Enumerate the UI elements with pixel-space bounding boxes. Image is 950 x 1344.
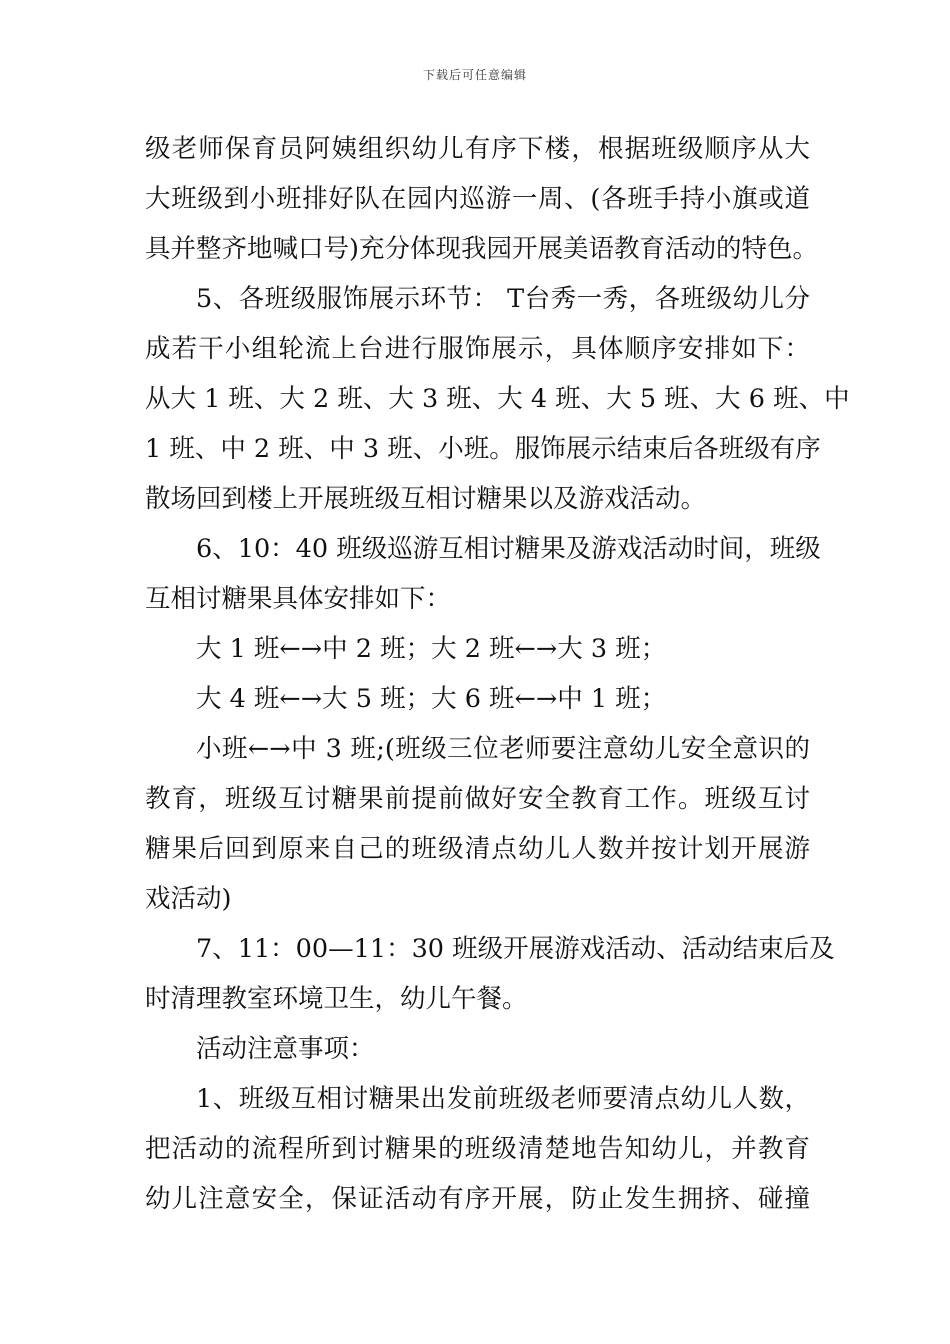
text-line: 戏活动) <box>145 884 232 914</box>
text-line: 教育，班级互讨糖果前提前做好安全教育工作。班级互讨 <box>145 784 810 814</box>
text-line: 互相讨糖果具体安排如下： <box>145 584 452 614</box>
text-line: 从大 1 班、大 2 班、大 3 班、大 4 班、大 5 班、大 6 班、中 <box>145 384 850 414</box>
document-body <box>145 124 850 1224</box>
text-line: 把活动的流程所到讨糖果的班级清楚地告知幼儿，并教育 <box>145 1134 810 1164</box>
page-header: 下载后可任意编辑 <box>422 68 527 82</box>
text-line: 成若干小组轮流上台进行服饰展示，具体顺序安排如下： <box>145 334 810 364</box>
text-line: 1 班、中 2 班、中 3 班、小班。服饰展示结束后各班级有序 <box>145 434 821 464</box>
text-line: 幼儿注意安全，保证活动有序开展，防止发生拥挤、碰撞 <box>145 1184 810 1214</box>
text-line: 时清理教室环境卫生，幼儿午餐。 <box>145 984 528 1014</box>
text-line: 6、10：40 班级巡游互相讨糖果及游戏活动时间，班级 <box>196 534 821 564</box>
text-line: 5、各班级服饰展示环节： T台秀一秀，各班级幼儿分 <box>196 284 810 314</box>
text-line: 糖果后回到原来自己的班级清点幼儿人数并按计划开展游 <box>145 834 810 864</box>
text-line: 7、11：00—11：30 班级开展游戏活动、活动结束后及 <box>196 934 835 964</box>
text-line: 大班级到小班排好队在园内巡游一周、(各班手持小旗或道 <box>145 184 810 214</box>
text-line: 散场回到楼上开展班级互相讨糖果以及游戏活动。 <box>145 484 707 514</box>
text-line: 大 4 班←→大 5 班；大 6 班←→中 1 班； <box>196 684 667 714</box>
text-line: 大 1 班←→中 2 班；大 2 班←→大 3 班； <box>196 634 667 664</box>
text-line: 级老师保育员阿姨组织幼儿有序下楼，根据班级顺序从大 <box>145 134 810 164</box>
text-line: 活动注意事项： <box>196 1034 375 1064</box>
text-line: 具并整齐地喊口号)充分体现我园开展美语教育活动的特色。 <box>145 234 818 264</box>
text-line: 小班←→中 3 班;(班级三位老师要注意幼儿安全意识的 <box>196 734 810 764</box>
text-line: 1、班级互相讨糖果出发前班级老师要清点幼儿人数， <box>196 1084 810 1114</box>
